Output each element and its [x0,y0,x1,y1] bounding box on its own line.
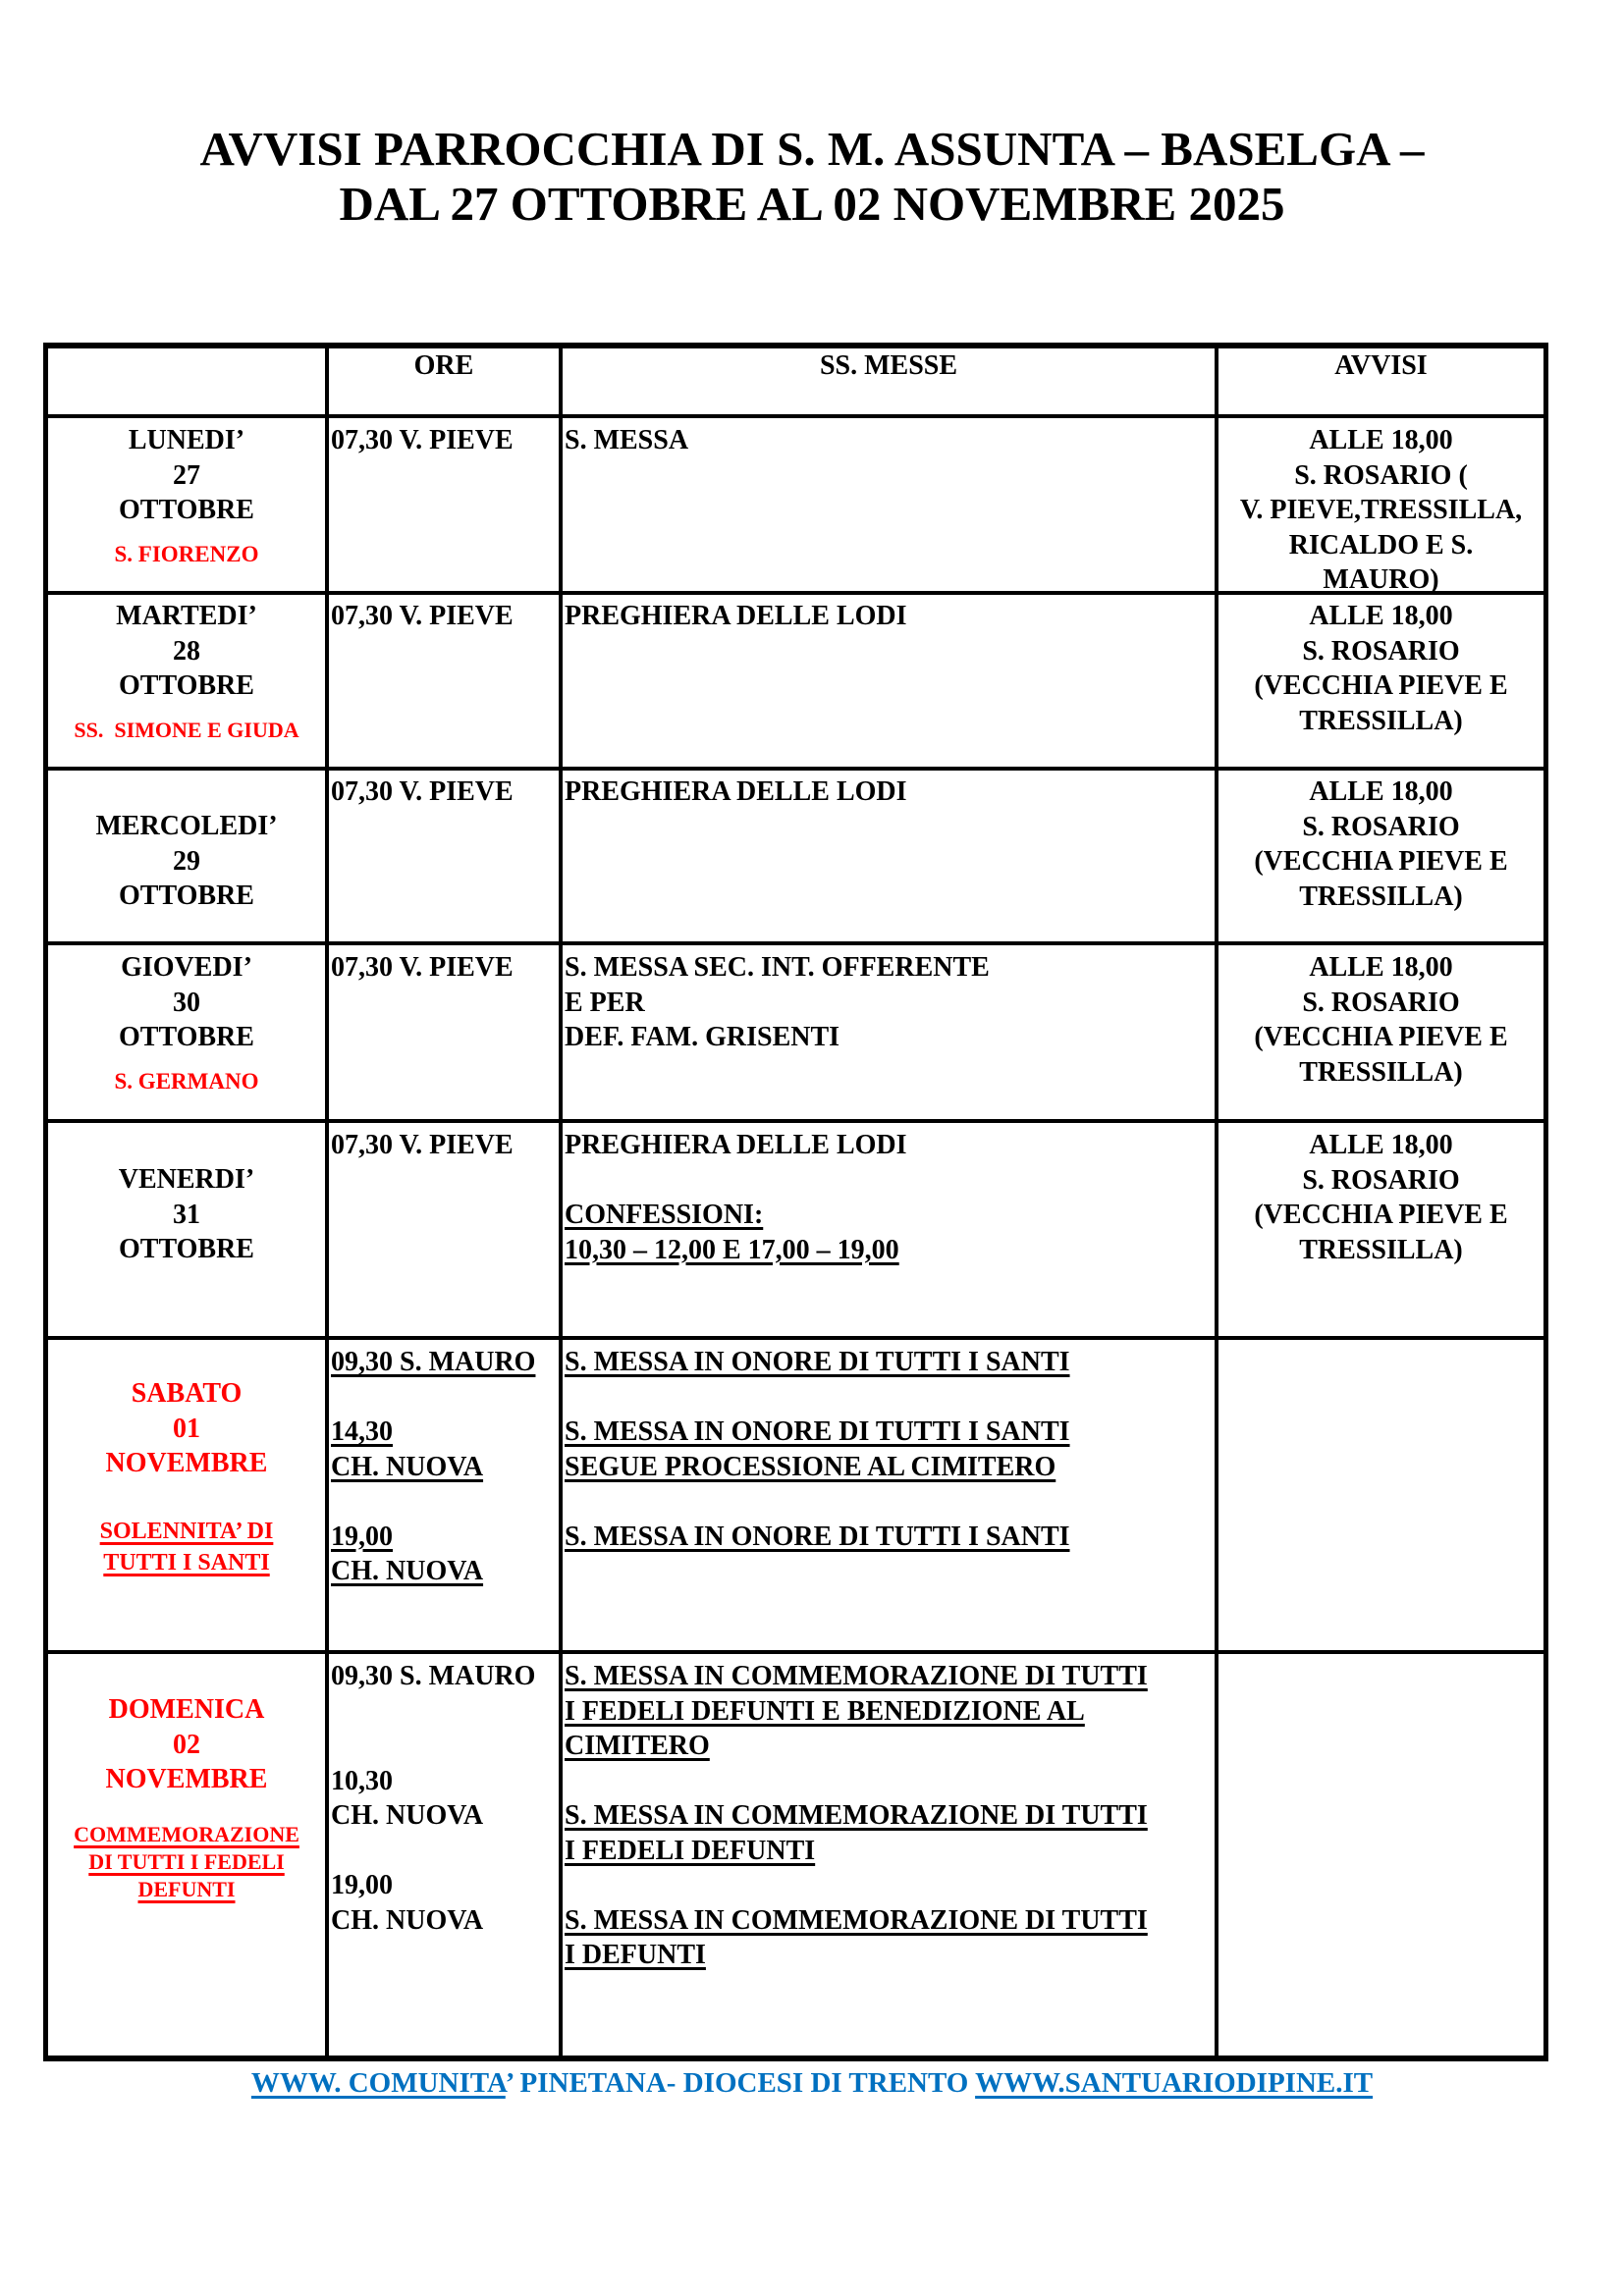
table-border-bottom [43,2056,1548,2061]
day-name: LUNEDI’ [128,425,245,455]
messe-cell [563,423,1215,458]
avvisi-cell [1218,950,1543,1090]
row-divider [43,1336,1548,1340]
ore-cell [329,1128,559,1163]
day-month: OTTOBRE [119,881,254,911]
mass-description: S. MESSA IN ONORE DI TUTTI I SANTI [565,1521,1070,1552]
confessioni-times: 10,30 – 12,00 E 17,00 – 19,00 [565,1234,899,1265]
mass-description: E PER [565,987,645,1018]
notice-line: TRESSILLA) [1299,1234,1463,1265]
time-location: 07,30 V. PIEVE [331,601,514,631]
day-month: NOVEMBRE [105,1448,268,1478]
avvisi-cell [1218,599,1543,738]
mass-description: S. MESSA IN ONORE DI TUTTI I SANTI [565,1416,1070,1447]
day-name: SABATO [131,1378,243,1409]
day-month: NOVEMBRE [105,1764,268,1794]
day-cell-lunedi [48,423,325,569]
location: CH. NUOVA [331,1556,484,1586]
mass-description: S. MESSA IN COMMEMORAZIONE DI TUTTI [565,1904,1148,1936]
time-location: 07,30 V. PIEVE [331,952,514,983]
time-location: 07,30 V. PIEVE [331,1130,514,1160]
messe-cell [563,599,1215,634]
notice-line: S. ROSARIO [1302,635,1460,667]
mass-description: S. MESSA [565,425,689,455]
notice-line: V. PIEVE,TRESSILLA, [1239,495,1523,525]
time-location: 07,30 V. PIEVE [331,425,514,455]
day-month: OTTOBRE [119,1022,254,1052]
saint-of-day: SS. SIMONE E GIUDA [74,717,299,742]
mass-description: SEGUE PROCESSIONE AL CIMITERO [565,1451,1056,1482]
footer-link-santuario[interactable]: WWW.SANTUARIODIPINE.IT [975,2067,1374,2099]
saint-of-day: S. FIORENZO [114,541,259,566]
time-location: 07,30 V. PIEVE [331,776,514,807]
header-ss-messe: SS. MESSE [819,350,958,381]
messe-cell [563,1345,1215,1554]
time: 19,00 [331,1870,393,1900]
notice-line: TRESSILLA) [1299,1056,1463,1088]
mass-description: CIMITERO [565,1731,710,1761]
footer-text: ’ PINETANA- DIOCESI DI TRENTO [505,2067,976,2099]
messe-cell [563,774,1215,810]
row-divider [43,1650,1548,1654]
notice-line: ALLE 18,00 [1309,776,1453,807]
location: CH. NUOVA [331,1904,484,1936]
mass-description: PREGHIERA DELLE LODI [565,1130,907,1160]
ore-cell [329,1345,563,1589]
avvisi-cell [1218,423,1543,598]
confessioni-label: CONFESSIONI: [565,1200,764,1230]
day-number: 28 [173,635,200,667]
feast-name: DEFUNTI [137,1876,236,1901]
ore-cell [329,599,559,634]
ore-cell [329,774,559,810]
day-month: OTTOBRE [119,670,254,701]
day-number: 02 [173,1729,200,1760]
row-divider [43,767,1548,771]
messe-cell [563,1659,1215,1973]
time-location: 09,30 S. MAURO [331,1347,536,1377]
avvisi-cell [1218,1128,1543,1267]
day-cell-venerdi [48,1162,325,1267]
mass-description: PREGHIERA DELLE LODI [565,776,907,807]
day-name: GIOVEDI’ [121,952,252,983]
notice-line: S. ROSARIO [1302,1164,1460,1196]
day-number: 01 [173,1413,200,1444]
schedule-table [43,343,1548,2061]
notice-line: (VECCHIA PIEVE E [1254,670,1508,701]
time: 10,30 [331,1765,393,1796]
avvisi-cell [1218,774,1543,914]
feast-name: TUTTI I SANTI [103,1550,270,1575]
notice-line: S. ROSARIO ( [1294,459,1468,491]
footer-link-comunita[interactable]: WWW. COMUNITA [250,2067,506,2099]
day-name: MARTEDI’ [116,601,257,631]
notice-line: ALLE 18,00 [1309,425,1453,455]
ore-cell [329,950,559,986]
notice-line: (VECCHIA PIEVE E [1254,1200,1508,1230]
notice-line: S. ROSARIO [1302,987,1460,1018]
ore-cell [329,1659,563,1938]
day-cell-mercoledi [48,809,325,914]
messe-cell [563,1128,1215,1267]
feast-name: DI TUTTI I FEDELI [88,1848,285,1874]
location: CH. NUOVA [331,1451,484,1482]
day-number: 30 [173,987,200,1018]
notice-line: ALLE 18,00 [1309,952,1453,983]
mass-description: I FEDELI DEFUNTI E BENEDIZIONE AL [565,1695,1085,1727]
time-location: 09,30 S. MAURO [331,1661,536,1691]
mass-description: S. MESSA IN COMMEMORAZIONE DI TUTTI [565,1661,1148,1691]
row-divider [43,414,1548,418]
mass-description: S. MESSA SEC. INT. OFFERENTE [565,952,990,983]
mass-description: DEF. FAM. GRISENTI [565,1022,840,1052]
notice-line: ALLE 18,00 [1309,1130,1453,1160]
row-divider [43,1119,1548,1123]
header-ore: ORE [413,350,474,381]
notice-line: TRESSILLA) [1299,705,1463,736]
table-border-right [1543,343,1548,2061]
day-number: 31 [173,1199,200,1230]
feast-name: COMMEMORAZIONE [74,1821,299,1846]
mass-description: S. MESSA IN COMMEMORAZIONE DI TUTTI [565,1800,1148,1831]
saint-of-day: S. GERMANO [114,1068,259,1094]
day-number: 27 [173,459,200,491]
time: 14,30 [331,1416,393,1447]
header-avvisi: AVVISI [1334,350,1428,381]
footer [0,2067,1624,2100]
location: CH. NUOVA [331,1800,484,1831]
notice-line: (VECCHIA PIEVE E [1254,1022,1508,1052]
mass-description: S. MESSA IN ONORE DI TUTTI I SANTI [565,1347,1070,1377]
time: 19,00 [331,1521,393,1552]
day-name: MERCOLEDI’ [95,811,278,841]
day-cell-giovedi [48,950,325,1096]
feast-name: SOLENNITA’ DI [99,1519,274,1544]
mass-description: I DEFUNTI [565,1940,706,1970]
page-title-line-1: AVVISI PARROCCHIA DI S. M. ASSUNTA – BASELGA – [199,122,1425,176]
day-month: OTTOBRE [119,1234,254,1264]
notice-line: RICALDO E S. [1288,529,1474,561]
day-name: DOMENICA [108,1694,265,1725]
day-cell-sabato [48,1376,325,1578]
day-cell-domenica [48,1692,325,1903]
mass-description: I FEDELI DEFUNTI [565,1835,816,1866]
notice-line: MAURO) [1323,564,1439,595]
mass-description: PREGHIERA DELLE LODI [565,601,907,631]
day-month: OTTOBRE [119,495,254,525]
messe-cell [563,950,1215,1055]
day-cell-martedi [48,599,325,745]
row-divider [43,941,1548,945]
notice-line: ALLE 18,00 [1309,601,1453,631]
day-number: 29 [173,845,200,877]
ore-cell [329,423,559,458]
page-title-line-2: DAL 27 OTTOBRE AL 02 NOVEMBRE 2025 [339,177,1285,231]
notice-line: (VECCHIA PIEVE E [1254,846,1508,877]
notice-line: S. ROSARIO [1302,811,1460,842]
day-name: VENERDI’ [118,1164,255,1195]
notice-line: TRESSILLA) [1299,881,1463,912]
